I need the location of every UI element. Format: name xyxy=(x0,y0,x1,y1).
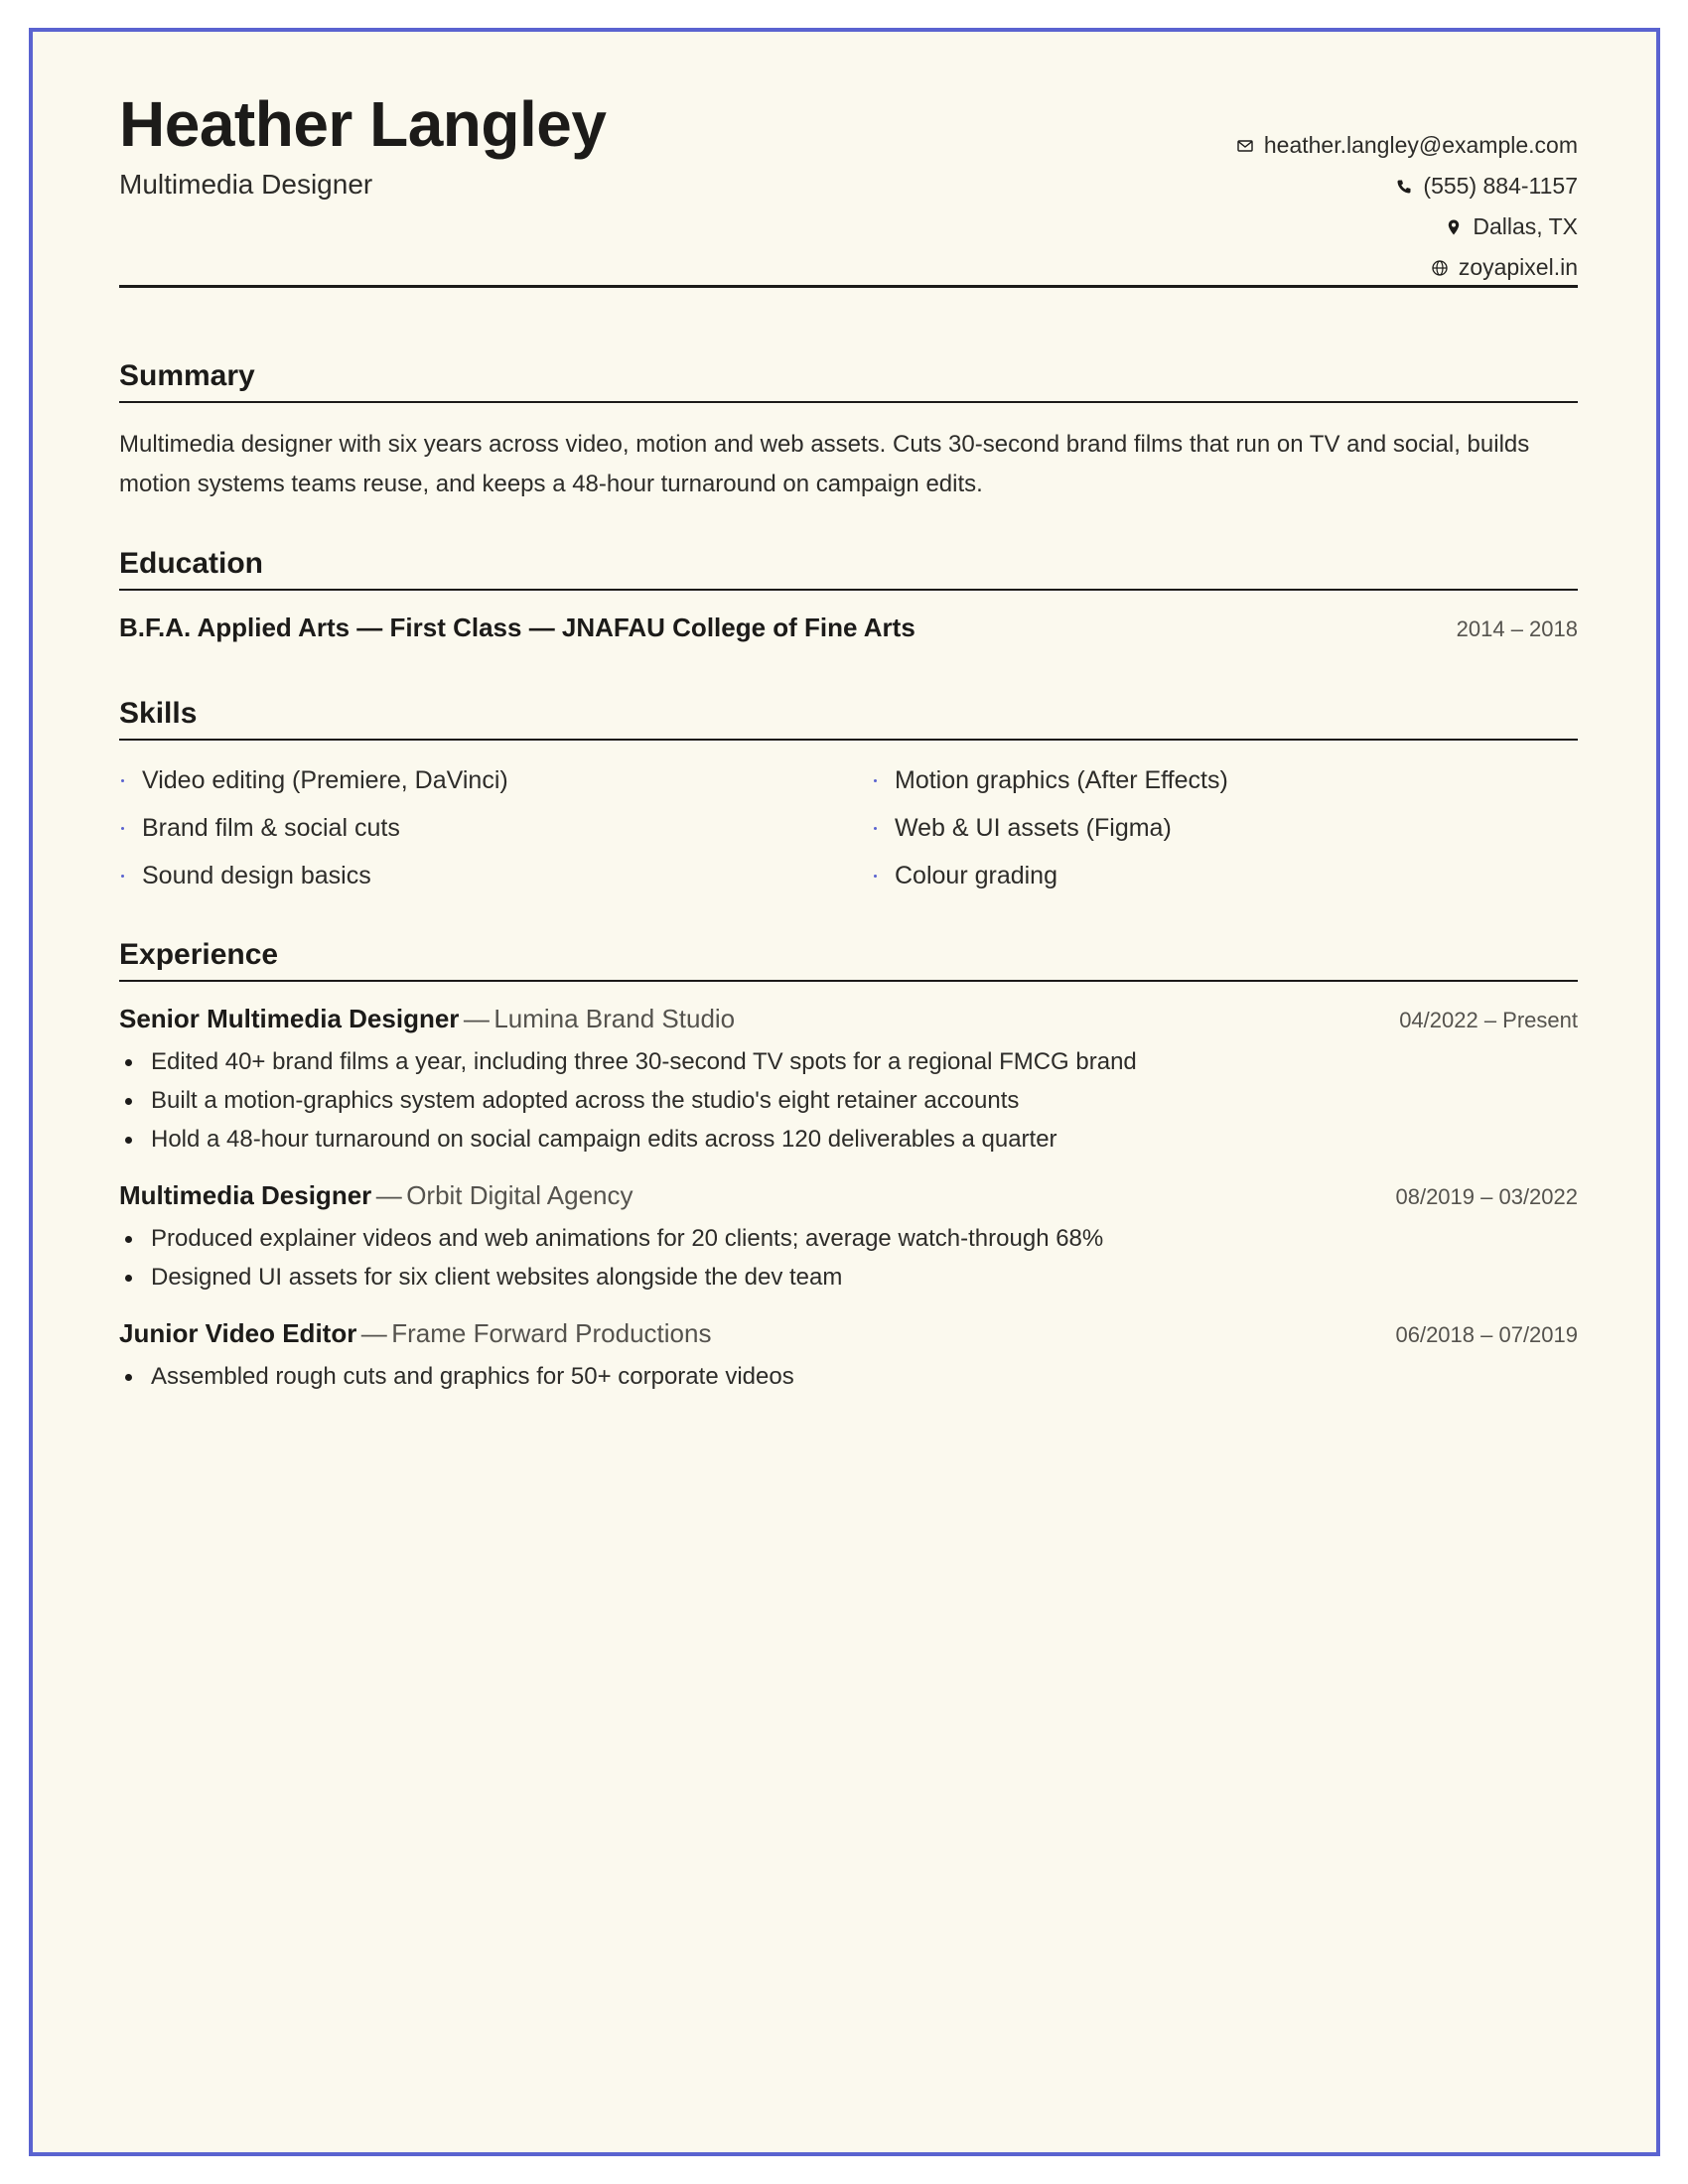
job-entry xyxy=(119,1004,1578,1159)
contact-location xyxy=(1234,206,1578,247)
resume-header xyxy=(119,32,1578,292)
education-entry xyxy=(119,613,1578,643)
bullet-dot-icon xyxy=(121,827,124,830)
summary-heading: Summary xyxy=(119,359,1578,403)
job-bullet: Assembled rough cuts and graphics for 50+ corporate videos xyxy=(119,1357,1578,1396)
bullet-dot-icon xyxy=(121,875,124,878)
education-heading: Education xyxy=(119,547,1578,591)
education-section xyxy=(119,547,1578,643)
job-bullets xyxy=(119,1219,1578,1297)
skill-item xyxy=(119,756,872,804)
job-bullet: Produced explainer videos and web animations for 20 clients; average watch-through 68% xyxy=(119,1219,1578,1258)
education-degree: B.F.A. Applied Arts — First Class — JNAFAU College of Fine Arts xyxy=(119,613,915,642)
job-separator: — xyxy=(463,1004,490,1033)
contact-website-text: zoyapixel.in xyxy=(1458,254,1578,280)
skills-list xyxy=(119,756,1578,899)
experience-section xyxy=(119,938,1578,1396)
contact-email-text: heather.langley@example.com xyxy=(1263,132,1578,158)
job-entry xyxy=(119,1318,1578,1396)
contact-phone-text: (555) 884-1157 xyxy=(1423,173,1578,199)
header-divider xyxy=(119,285,1578,288)
skill-label: Sound design basics xyxy=(142,861,371,889)
job-separator: — xyxy=(375,1180,402,1210)
globe-icon xyxy=(1429,257,1451,279)
job-dates: 04/2022 – Present xyxy=(1399,1008,1578,1032)
bullet-dot-icon xyxy=(874,827,877,830)
job-bullet: Hold a 48-hour turnaround on social campaign edits across 120 deliverables a quarter xyxy=(119,1120,1578,1159)
job-header xyxy=(119,1318,1578,1349)
skills-heading: Skills xyxy=(119,697,1578,741)
skill-label: Web & UI assets (Figma) xyxy=(895,813,1172,842)
job-separator: — xyxy=(360,1318,387,1348)
job-bullets xyxy=(119,1042,1578,1159)
contact-location-text: Dallas, TX xyxy=(1473,213,1578,239)
skills-section xyxy=(119,697,1578,899)
job-company: Frame Forward Productions xyxy=(391,1318,712,1348)
job-header xyxy=(119,1004,1578,1034)
contact-email[interactable] xyxy=(1234,125,1578,166)
summary-text: Multimedia designer with six years across video, motion and web assets. Cuts 30-second brand films that run on TV and social, builds motion systems teams reuse, and keeps a 48-hour turnaround on campaign edits. xyxy=(119,431,1530,497)
job-entry xyxy=(119,1180,1578,1297)
job-dates: 06/2018 – 07/2019 xyxy=(1395,1322,1578,1347)
job-company: Lumina Brand Studio xyxy=(493,1004,736,1033)
job-title: Senior Multimedia Designer xyxy=(119,1004,460,1033)
resume-page xyxy=(29,28,1660,2156)
resume-content xyxy=(119,32,1578,1390)
phone-icon xyxy=(1393,176,1415,198)
skill-label: Colour grading xyxy=(895,861,1057,889)
job-bullet: Edited 40+ brand films a year, including three 30-second TV spots for a regional FMCG brand xyxy=(119,1042,1578,1081)
job-bullet: Designed UI assets for six client websites alongside the dev team xyxy=(119,1258,1578,1297)
bullet-dot-icon xyxy=(874,779,877,782)
skill-item xyxy=(872,804,1578,852)
location-pin-icon xyxy=(1443,216,1465,238)
mail-icon xyxy=(1234,135,1256,157)
job-title: Junior Video Editor xyxy=(119,1318,357,1348)
skill-label: Brand film & social cuts xyxy=(142,813,400,842)
candidate-name: Heather Langley xyxy=(119,88,607,160)
skill-item xyxy=(119,804,872,852)
contact-phone[interactable] xyxy=(1234,166,1578,206)
summary-section xyxy=(119,359,1578,504)
candidate-role: Multimedia Designer xyxy=(119,169,373,200)
job-dates: 08/2019 – 03/2022 xyxy=(1395,1184,1578,1209)
skill-label: Video editing (Premiere, DaVinci) xyxy=(142,765,508,794)
job-bullets xyxy=(119,1357,1578,1396)
contact-block xyxy=(1234,125,1578,288)
skill-item xyxy=(119,852,872,899)
skill-item xyxy=(872,852,1578,899)
experience-heading: Experience xyxy=(119,938,1578,982)
bullet-dot-icon xyxy=(874,875,877,878)
contact-website[interactable] xyxy=(1234,247,1578,288)
bullet-dot-icon xyxy=(121,779,124,782)
job-bullet: Built a motion-graphics system adopted across the studio's eight retainer accounts xyxy=(119,1081,1578,1120)
job-title: Multimedia Designer xyxy=(119,1180,372,1210)
job-header xyxy=(119,1180,1578,1211)
skill-label: Motion graphics (After Effects) xyxy=(895,765,1228,794)
skill-item xyxy=(872,756,1578,804)
job-company: Orbit Digital Agency xyxy=(406,1180,633,1210)
education-dates: 2014 – 2018 xyxy=(1456,616,1578,641)
